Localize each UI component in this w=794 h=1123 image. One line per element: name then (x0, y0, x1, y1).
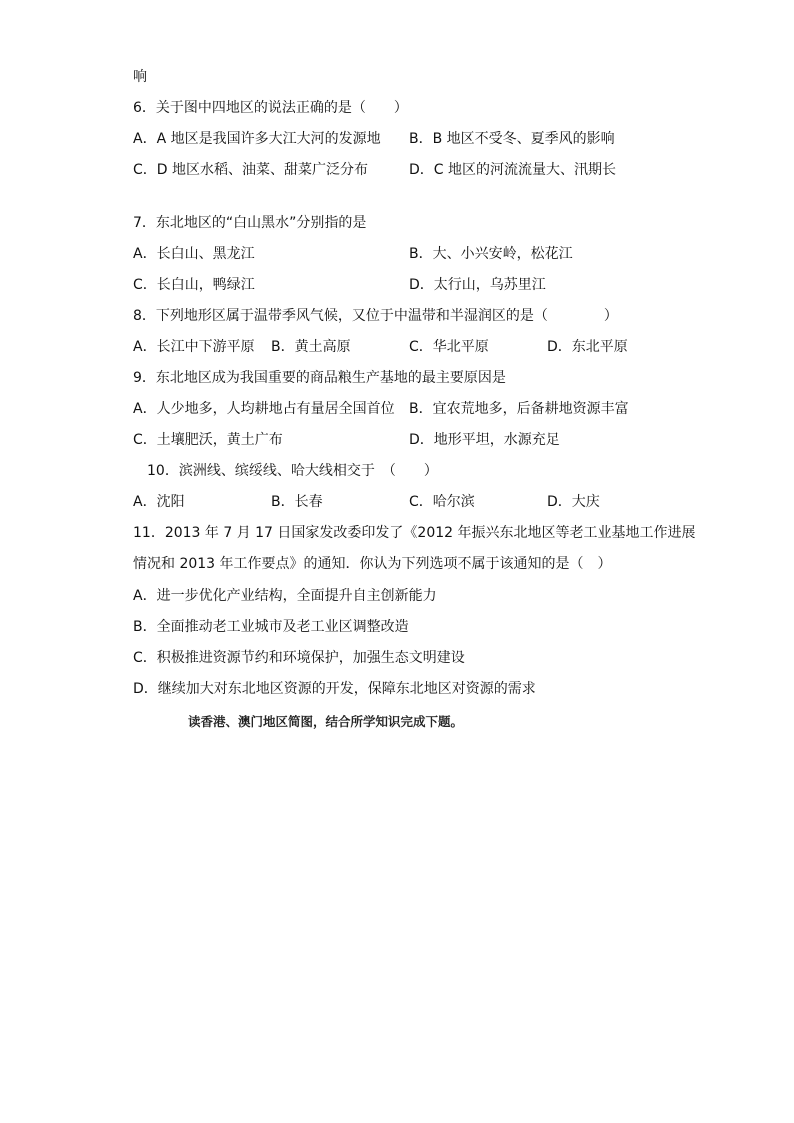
reading-instruction: 读香港、澳门地区简图，结合所学知识完成下题。 (188, 714, 464, 729)
question-11-line-2: 情况和 2013 年工作要点》的通知．你认为下列选项不属于该通知的是（ ） (133, 556, 612, 572)
q11-option-a: A．进一步优化产业结构，全面提升自主创新能力 (133, 588, 437, 604)
q9-option-b: B．宜农荒地多，后备耕地资源丰富 (409, 401, 629, 417)
q10-option-c: C．哈尔滨 (409, 494, 475, 510)
question-11-line-1: 11．2013 年 7 月 17 日国家发改委印发了《2012 年振兴东北地区等老工业基地工作进展 (133, 525, 696, 541)
q6-option-b: B．B 地区不受冬、夏季风的影响 (409, 131, 615, 147)
q10-option-a: A．沈阳 (133, 494, 185, 510)
q8-option-c: C．华北平原 (409, 339, 489, 355)
question-7: 7．东北地区的“白山黑水”分别指的是 (133, 215, 367, 231)
q9-option-c: C．土壤肥沃，黄土广布 (133, 432, 283, 448)
q7-option-a: A．长白山、黑龙江 (133, 246, 255, 262)
q10-option-b: B．长春 (271, 494, 323, 510)
q6-option-d: D．C 地区的河流流量大、汛期长 (409, 162, 617, 178)
question-8: 8．下列地形区属于温带季风气候，又位于中温带和半湿润区的是（ ） (133, 308, 618, 324)
q9-option-d: D．地形平坦，水源充足 (409, 432, 560, 448)
question-6: 6．关于图中四地区的说法正确的是（ ） (133, 100, 408, 116)
q10-option-d: D．大庆 (547, 494, 600, 510)
q7-option-b: B．大、小兴安岭，松花江 (409, 246, 573, 262)
q7-option-d: D．太行山，乌苏里江 (409, 277, 546, 293)
continued-text: 响 (133, 69, 147, 85)
question-9: 9．东北地区成为我国重要的商品粮生产基地的最主要原因是 (133, 370, 506, 386)
q8-option-b: B．黄土高原 (271, 339, 351, 355)
question-10: 10．滨洲线、缤绥线、哈大线相交于 （ ） (147, 463, 438, 479)
q7-option-c: C．长白山，鸭绿江 (133, 277, 255, 293)
q8-option-d: D．东北平原 (547, 339, 628, 355)
q11-option-b: B．全面推动老工业城市及老工业区调整改造 (133, 619, 409, 635)
q11-option-d: D．继续加大对东北地区资源的开发，保障东北地区对资源的需求 (133, 681, 536, 697)
q6-option-c: C．D 地区水稻、油菜、甜菜广泛分布 (133, 162, 369, 178)
q11-option-c: C．积极推进资源节约和环境保护，加强生态文明建设 (133, 650, 465, 666)
q8-option-a: A．长江中下游平原 (133, 339, 255, 355)
q6-option-a: A．A 地区是我国许多大江大河的发源地 (133, 131, 381, 147)
q9-option-a: A．人少地多，人均耕地占有量居全国首位 (133, 401, 395, 417)
